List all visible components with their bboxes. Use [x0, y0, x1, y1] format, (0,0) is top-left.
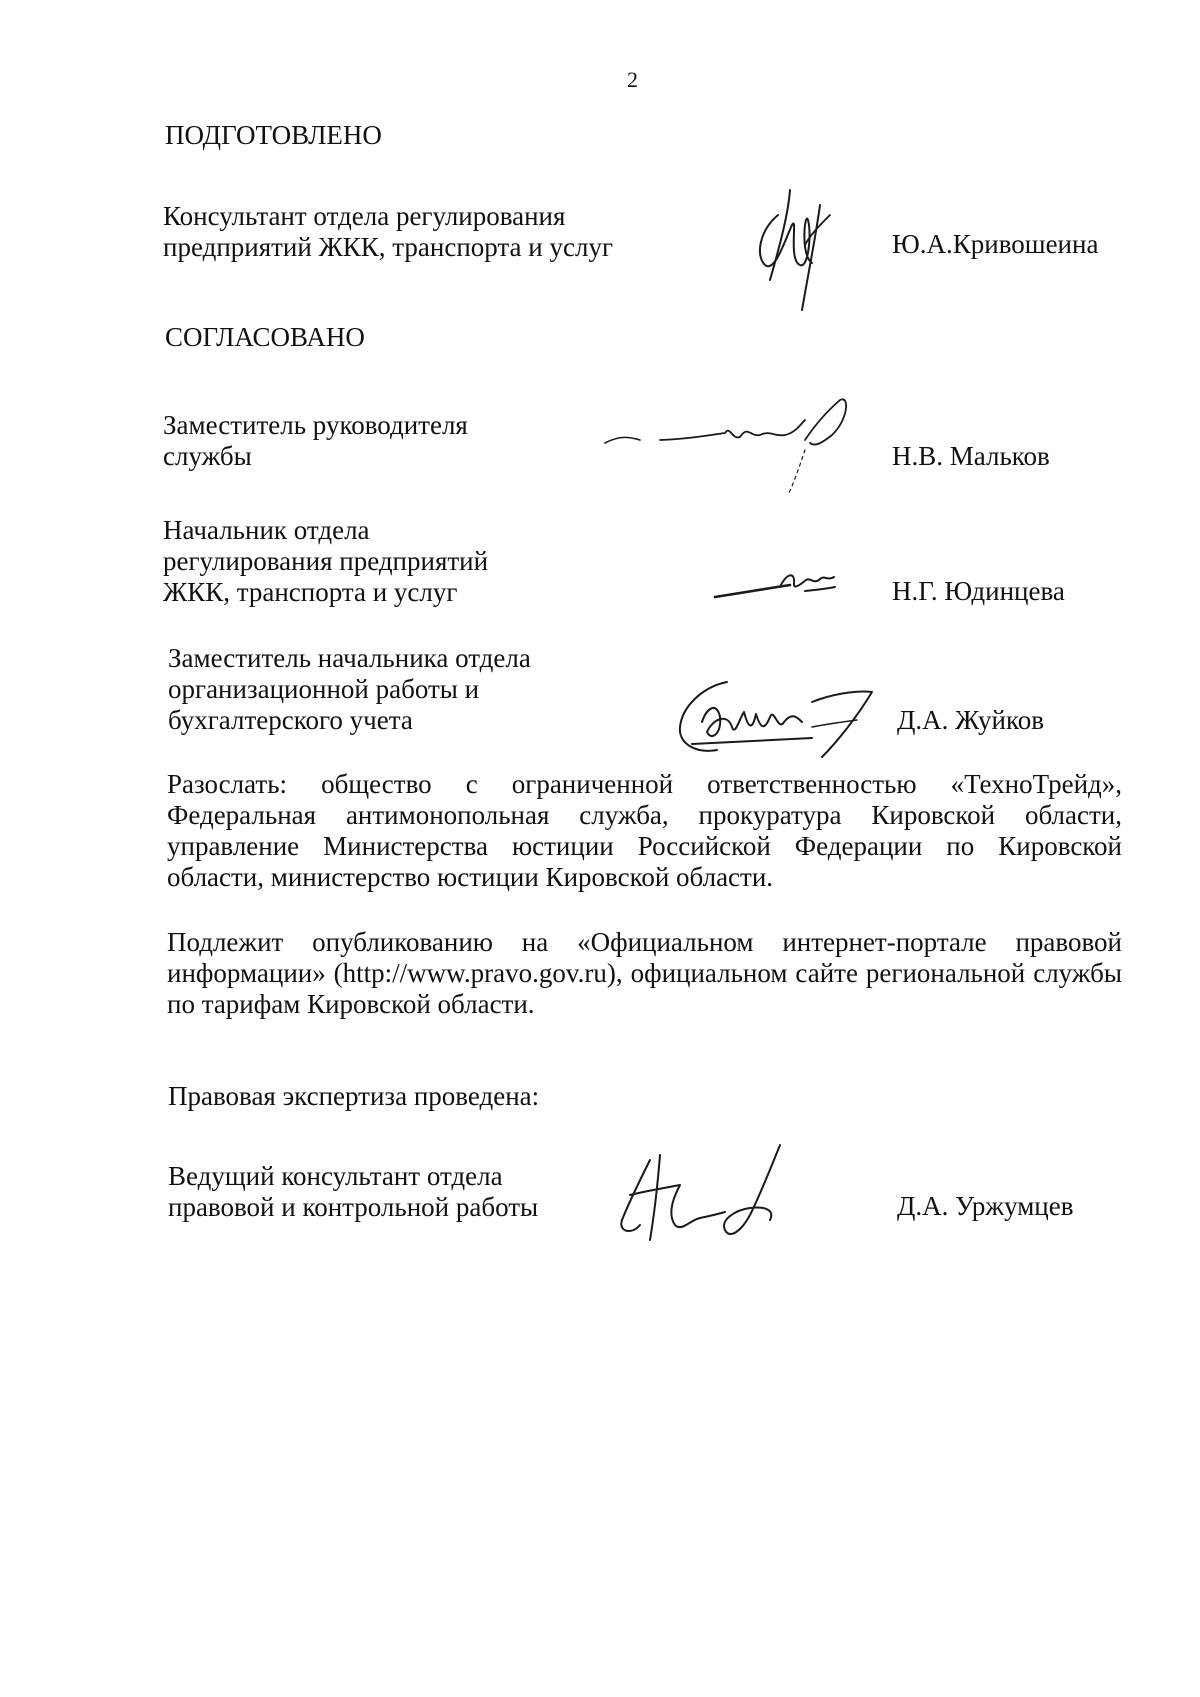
signatory-name: Н.Г. Юдинцева — [892, 576, 1065, 606]
signatory-position — [163, 515, 488, 608]
position-line: регулирования предприятий — [163, 546, 489, 576]
prepared-heading: ПОДГОТОВЛЕНО — [165, 120, 382, 150]
position-line: бухгалтерского учета — [168, 705, 413, 735]
position-line: предприятий ЖКК, транспорта и услуг — [163, 232, 614, 262]
legal-review-heading: Правовая экспертиза проведена: — [168, 1081, 540, 1111]
position-line: правовой и контрольной работы — [168, 1192, 539, 1222]
position-line: Начальник отдела — [163, 515, 370, 545]
signature — [710, 565, 840, 610]
signatory-name: Н.В. Мальков — [892, 441, 1050, 471]
signatory-name: Д.А. Жуйков — [897, 705, 1044, 735]
page-number: 2 — [627, 67, 638, 92]
position-line: ЖКК, транспорта и услуг — [163, 577, 458, 607]
signature — [600, 395, 880, 505]
agreed-heading: СОГЛАСОВАНО — [165, 322, 365, 352]
publication-note: Подлежит опубликованию на «Официальном интернет-портале правовой информации» (http://www.pravo.gov.ru), официальном сайте региональной службы по тарифам Кировской области. — [167, 927, 1122, 1019]
legal-review-name: Д.А. Уржумцев — [897, 1191, 1074, 1221]
position-line: организационной работы и — [168, 674, 480, 704]
signature — [672, 672, 882, 762]
signatory-position — [163, 410, 468, 472]
signature — [750, 185, 840, 315]
legal-review-position — [168, 1161, 538, 1223]
prepared-name: Ю.А.Кривошеина — [892, 229, 1099, 259]
position-line: Ведущий консультант отдела — [168, 1161, 503, 1191]
signatory-position — [168, 643, 531, 736]
position-line: Заместитель начальника отдела — [168, 643, 531, 673]
position-line: службы — [163, 441, 252, 471]
position-line: Консультант отдела регулирования — [163, 201, 566, 231]
signature — [610, 1140, 810, 1250]
distribution-list: Разослать: общество с ограниченной ответственностью «ТехноТрейд», Федеральная антимонопольная служба, прокуратура Кировской области, управление Министерства юстиции Российской Федерации по Кировской области, министерство юстиции Кировской области. — [167, 769, 1122, 892]
position-line: Заместитель руководителя — [163, 410, 468, 440]
prepared-position — [163, 201, 613, 263]
